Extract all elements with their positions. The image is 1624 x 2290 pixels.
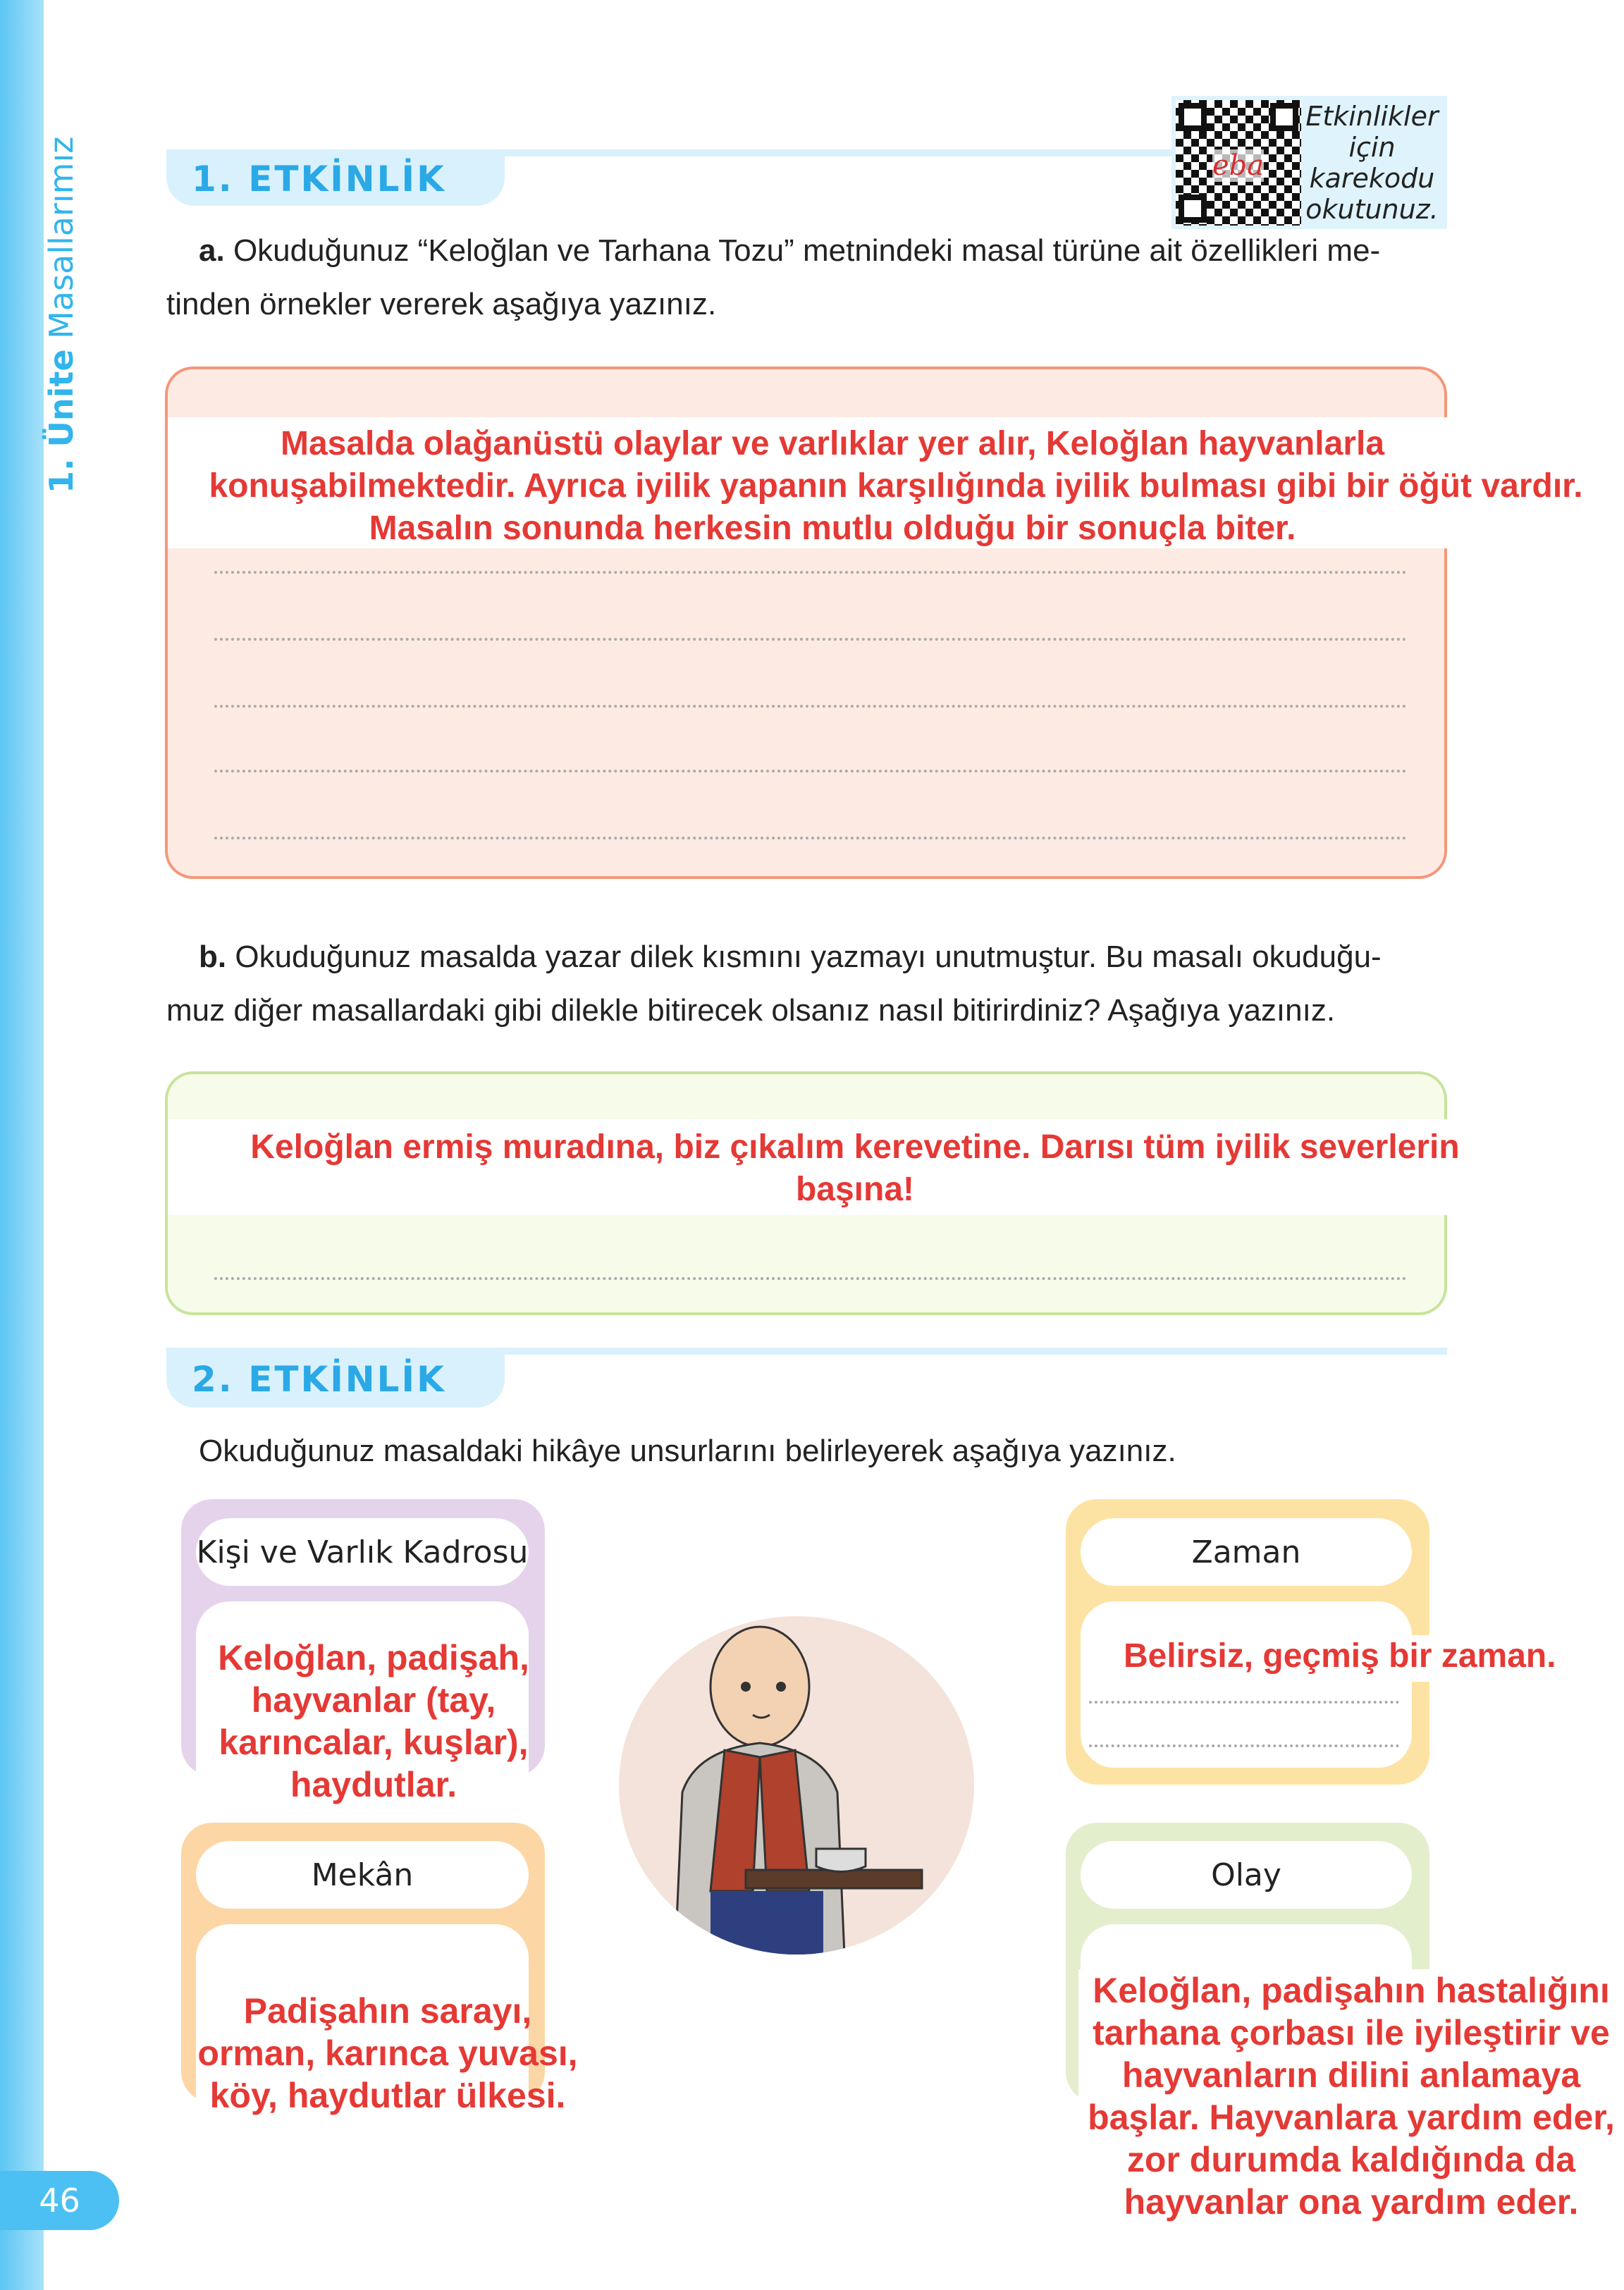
writing-line: [214, 571, 1407, 574]
activity2-title: 2. ETKİNLİK: [166, 1351, 505, 1408]
qr-caption: Etkinlikler için karekodu okutunuz.: [1305, 100, 1439, 225]
card-time-body[interactable]: [1081, 1601, 1412, 1768]
qr-block[interactable]: [1171, 96, 1447, 229]
card-place-label: Mekân: [196, 1841, 529, 1909]
page-number: 46: [0, 2171, 119, 2230]
card-time-answer-band: [1116, 1635, 1563, 1682]
eba-logo: eba: [1212, 149, 1265, 182]
writing-line: [214, 837, 1407, 839]
keloglan-illustration: [619, 1616, 974, 1954]
card-place-answer: Padişahın sarayı, orman, karınca yuvası, köy, haydutlar ülkesi.: [197, 1991, 578, 2115]
card-time-label: Zaman: [1081, 1518, 1412, 1586]
question-b: b. Okuduğunuz masalda yazar dilek kısmını yazmayı unutmuştur. Bu masalı okuduğu- muz diğer masallardaki gibi dilekle bitirecek olsanız nasıl bitirirdiniz? Aşağıya yazınız.: [166, 940, 1382, 1028]
unit-label: 1. Ünite Masallarımız: [42, 136, 80, 493]
card-event-answer: Keloğlan, padişahın hastalığını tarhana çorbası ile iyileştirir ve hayvanların dilini anlamaya başlar. Hayvanlara yardım eder, zor durumda kaldığında da hayvanlar ona yardım eder.: [1078, 1969, 1624, 2223]
question-a: a. Okuduğunuz “Keloğlan ve Tarhana Tozu” metnindeki masal türüne ait özellikleri me- tinden örnekler vererek aşağıya yazınız.: [166, 233, 1381, 321]
writing-line: [1089, 1744, 1399, 1747]
activity2-instruction: Okuduğunuz masaldaki hikâye unsurlarını belirleyerek aşağıya yazınız.: [199, 1434, 1176, 1468]
writing-line: [214, 770, 1407, 772]
card-event-label: Olay: [1081, 1841, 1412, 1909]
writing-line: [214, 638, 1407, 641]
card-characters-answer: Keloğlan, padişah, hayvanlar (tay, karıncalar, kuşlar), haydutlar.: [218, 1638, 529, 1804]
answer-a: Masalda olağanüstü olaylar ve varlıklar yer alır, Keloğlan hayvanlarla konuşabilmektedir. Ayrıca iyilik yapanın karşılığında iyilik bulması gibi bir öğüt vardır. Masalın sonunda herkesin mutlu olduğu bir sonuçla biter.: [168, 417, 1624, 548]
card-characters-label: Kişi ve Varlık Kadrosu: [196, 1518, 529, 1586]
answer-b: Keloğlan ermiş muradına, biz çıkalım kerevetine. Darısı tüm iyilik severlerin başına!: [168, 1119, 1542, 1215]
writing-line: [214, 1277, 1407, 1280]
side-strip: [0, 0, 44, 2290]
qr-code-icon: [1176, 100, 1301, 226]
writing-line: [214, 705, 1407, 708]
writing-line: [1089, 1701, 1399, 1704]
card-time-answer: Belirsiz, geçmiş bir zaman.: [1124, 1637, 1556, 1675]
activity1-title: 1. ETKİNLİK: [166, 152, 505, 206]
